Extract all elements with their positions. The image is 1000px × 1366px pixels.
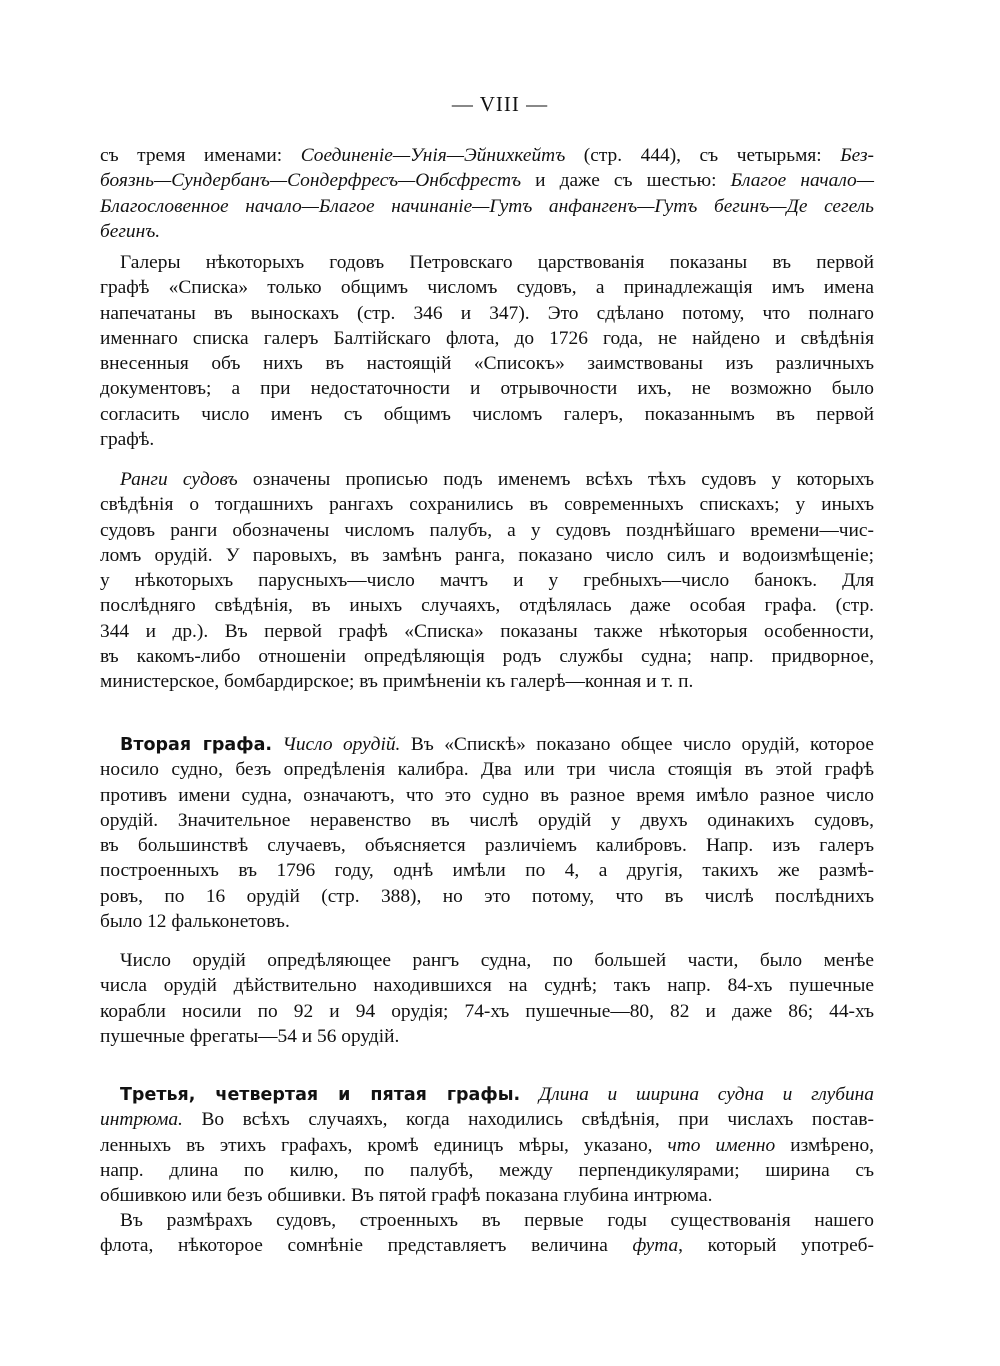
text-line: обшивкою или безъ обшивки. Въ пятой графѣ показана глубина интрюма. (100, 1185, 713, 1207)
text-line (100, 1082, 874, 1107)
text-line: флота, нѣкоторое сомнѣніе представляетъ величина фута, который употреб- (100, 1235, 874, 1257)
section-subheading: Длина и ширина судна и глубина (538, 1084, 874, 1105)
text-line: судовъ ранги обозначены числомъ палубъ, а у судовъ позднѣйшаго времени—чис- (100, 519, 874, 541)
text-line: Вторая графа. Число орудій. Въ «Спискѣ» показано общее число орудій, которое (120, 734, 875, 755)
section-heading: Вторая графа. (120, 735, 273, 755)
text-line: корабли носили по 92 и 94 орудія; 74-хъ пушечные—80, 82 и даже 86; 44-хъ (100, 1000, 874, 1022)
text-line: Галеры нѣкоторыхъ годовъ Петровскаго царствованія показаны въ первой (120, 252, 874, 273)
text-line: министерское, бомбардирское; въ примѣненіи къ галерѣ—конная и т. п. (100, 671, 694, 693)
text-line: было 12 фальконетовъ. (100, 911, 290, 933)
paragraph-ship-names-continuation (100, 143, 874, 244)
text-line: ровъ, по 16 орудій (стр. 388), но это потому, что въ числѣ послѣднихъ (100, 885, 874, 907)
text-line: противъ имени судна, означаютъ, что это судно въ разное время имѣло разное число (100, 784, 874, 806)
text-line: графѣ «Списка» только общимъ числомъ судовъ, а принадлежащія имъ имена (100, 277, 874, 299)
section-heading: Третья, четвертая и пятая графы. (120, 1085, 521, 1105)
text-line: интрюма. Во всѣхъ случаяхъ, когда находились свѣдѣнія, при числахъ постав- (100, 1109, 874, 1131)
text-line: напр. длина по килю, по палубѣ, между перпендикулярами; ширина съ (100, 1159, 874, 1181)
text-line: ломъ орудій. У паровыхъ, въ замѣнъ ранга, показано число силъ и водоизмѣщеніе; (100, 544, 874, 566)
text-line: напечатаны въ выноскахъ (стр. 346 и 347). Это сдѣлано потому, что полнаго (100, 302, 874, 324)
text-line: въ какомъ-либо отношеніи опредѣляющія родъ службы судна; напр. придворное, (100, 646, 874, 668)
paragraph-galleys (100, 250, 874, 452)
paragraph-ship-ranks (100, 467, 874, 695)
text-line: числа орудій дѣйствительно находившихся на суднѣ; такъ напр. 84-хъ пушечные (100, 975, 874, 997)
text-line: съ тремя именами: Соединеніе—Унія—Эйнихкейтъ (стр. 444), съ четырьмя: Без- (100, 145, 875, 166)
text-line: носило судно, безъ опредѣленія калибра. Два или три числа стоящія въ этой графѣ (100, 759, 874, 781)
text-line: орудій. Значительное неравенство въ числѣ орудій у двухъ одинакихъ судовъ, (100, 809, 874, 831)
text-line: свѣдѣнія о тогдашнихъ рангахъ сохранились въ современныхъ спискахъ; у иныхъ (100, 494, 874, 516)
text-line: послѣдняго свѣдѣнія, въ иныхъ случаяхъ, отдѣлялась даже особая графа. (стр. (100, 595, 874, 617)
text-line: Ранги судовъ означены прописью подъ именемъ всѣхъ тѣхъ судовъ у которыхъ (120, 469, 874, 490)
text-line: у нѣкоторыхъ парусныхъ—число мачтъ и у гребныхъ—число банокъ. Для (100, 570, 874, 592)
text-line: именнаго списка галеръ Балтійскаго флота, до 1726 года, не найдено и свѣдѣнія (100, 327, 874, 349)
text-line: согласить число именъ съ общимъ числомъ галеръ, показаннымъ въ первой (100, 403, 874, 425)
text-line: документовъ; а при недостаточности и отрывочности ихъ, не возможно было (100, 378, 874, 400)
text-line: Число орудій опредѣляющее рангъ судна, по большей части, было менѣе (120, 950, 874, 971)
page-number: — VIII — (451, 92, 549, 116)
paragraph-dimensions (100, 1208, 874, 1259)
paragraph-gun-count (100, 948, 874, 1049)
term-ranks: Ранги судовъ (120, 469, 238, 490)
text-line: ленныхъ въ этихъ графахъ, кромѣ единицъ мѣры, указано, что именно измѣрено, (100, 1134, 874, 1156)
section-third-fourth-fifth-columns (100, 1082, 874, 1208)
text-line: въ большинствѣ случаевъ, объясняется различіемъ калибровъ. Напр. изъ галеръ (100, 835, 874, 857)
text-line: 344 и др.). Въ первой графѣ «Списка» показаны также нѣкоторыя особенности, (100, 620, 874, 642)
text-line: графѣ. (100, 429, 155, 451)
text-line: Въ размѣрахъ судовъ, строенныхъ въ первые годы существованія нашего (120, 1210, 874, 1231)
text-line: внесенныя объ нихъ въ настоящій «Списокъ» заимствованы изъ различныхъ (100, 353, 874, 375)
section-second-column (100, 732, 874, 934)
section-subheading: Число орудій. (282, 734, 401, 755)
text-line: Благословенное начало—Благое начинаніе—Гутъ анфангенъ—Гутъ бегинъ—Де сегель (100, 195, 874, 217)
text-line: построенныхъ въ 1796 году, однѣ имѣли по 4, а другія, такихъ же размѣ- (100, 860, 874, 882)
text-line: пушечные фрегаты—54 и 56 орудій. (100, 1025, 400, 1047)
text-line: боязнь—Сундербанъ—Сондерфресъ—Онбсфрестъ и даже съ шестью: Благое начало— (100, 170, 874, 192)
text-line: бегинъ. (100, 220, 161, 242)
